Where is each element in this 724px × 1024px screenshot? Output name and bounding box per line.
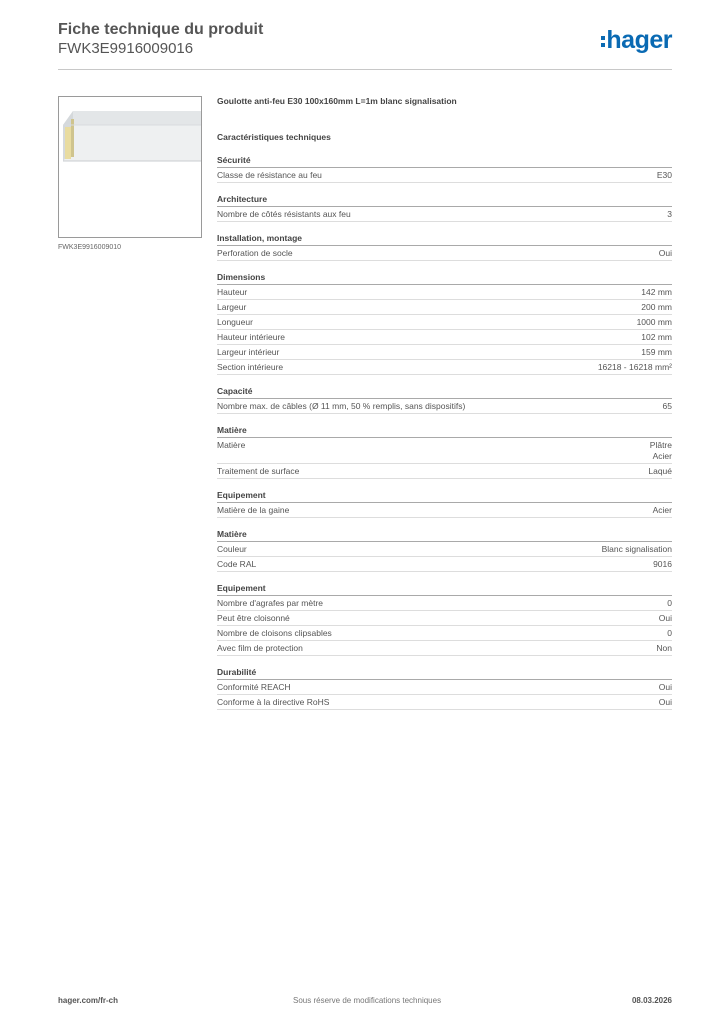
spec-value xyxy=(667,598,672,609)
spec-value xyxy=(659,613,672,624)
spec-value-line: 142 mm xyxy=(641,287,672,297)
spec-row xyxy=(217,438,672,464)
section-title: Dimensions xyxy=(217,271,672,285)
spec-section xyxy=(217,489,672,518)
spec-value-line: 65 xyxy=(662,401,672,411)
spec-label: Matière de la gaine xyxy=(217,505,290,515)
spec-value xyxy=(656,643,672,654)
spec-row xyxy=(217,168,672,183)
spec-value-line: Oui xyxy=(658,248,672,258)
spec-row xyxy=(217,399,672,414)
page-header xyxy=(58,20,672,70)
section-title: Sécurité xyxy=(217,154,672,168)
spec-row xyxy=(217,285,672,300)
characteristics-title: Caractéristiques techniques xyxy=(217,132,331,142)
image-caption: FWK3E9916009010 xyxy=(58,244,122,251)
spec-label: Nombre de côtés résistants aux feu xyxy=(217,209,351,219)
spec-section xyxy=(217,424,672,479)
spec-row xyxy=(217,596,672,611)
spec-value-line: Blanc signalisation xyxy=(601,544,672,554)
spec-value-line: Oui xyxy=(658,613,672,623)
spec-value xyxy=(637,317,672,328)
spec-value xyxy=(667,628,672,639)
logo-text: hager xyxy=(606,26,672,54)
spec-label: Nombre max. de câbles (Ø 11 mm, 50 % remplis, sans dispositifs) xyxy=(217,401,466,411)
spec-value xyxy=(663,401,672,412)
spec-label: Traitement de surface xyxy=(217,466,300,476)
spec-label: Perforation de socle xyxy=(217,248,293,258)
spec-label: Section intérieure xyxy=(217,362,284,372)
footer-disclaimer: Sous réserve de modifications techniques xyxy=(293,996,442,1005)
spec-section xyxy=(217,232,672,261)
spec-value-line: Laqué xyxy=(648,466,672,476)
spec-row xyxy=(217,246,672,261)
hager-logo[interactable] xyxy=(601,25,672,55)
spec-label: Hauteur intérieure xyxy=(217,332,286,342)
spec-value-line: Acier xyxy=(652,451,672,461)
spec-section xyxy=(217,582,672,656)
spec-row xyxy=(217,503,672,518)
section-title: Durabilité xyxy=(217,666,672,680)
spec-label: Matière xyxy=(217,440,246,450)
spec-section xyxy=(217,385,672,414)
spec-row xyxy=(217,542,672,557)
spec-value-line: 3 xyxy=(667,209,672,219)
spec-value-line: 102 mm xyxy=(641,332,672,342)
spec-section xyxy=(217,193,672,222)
spec-row xyxy=(217,207,672,222)
spec-value xyxy=(602,544,672,555)
page-title: Fiche technique du produit xyxy=(58,21,264,38)
spec-row xyxy=(217,345,672,360)
spec-row xyxy=(217,680,672,695)
spec-value xyxy=(641,347,672,358)
section-title: Matière xyxy=(217,424,672,438)
spec-label: Avec film de protection xyxy=(217,643,303,653)
spec-value-line: Non xyxy=(656,643,672,653)
spec-label: Conformité REACH xyxy=(217,682,291,692)
spec-value xyxy=(648,466,672,477)
spec-row xyxy=(217,611,672,626)
section-title: Architecture xyxy=(217,193,672,207)
product-name: Goulotte anti-feu E30 100x160mm L=1m blanc signalisation xyxy=(217,96,457,106)
spec-value-line: 9016 xyxy=(653,559,672,569)
spec-value-line: Oui xyxy=(658,682,672,692)
spec-label: Nombre de cloisons clipsables xyxy=(217,628,332,638)
spec-sections xyxy=(217,154,672,710)
spec-value-line: 0 xyxy=(667,598,672,608)
footer-website-link[interactable]: hager.com/fr-ch xyxy=(58,996,119,1005)
section-title: Matière xyxy=(217,528,672,542)
spec-value-line: 200 mm xyxy=(641,302,672,312)
product-image xyxy=(58,96,202,238)
spec-value xyxy=(667,209,672,220)
spec-row xyxy=(217,695,672,710)
spec-value xyxy=(650,440,672,462)
spec-value-line: 1000 mm xyxy=(636,317,672,327)
spec-value-line: E30 xyxy=(656,170,672,180)
spec-row xyxy=(217,464,672,479)
specifications xyxy=(217,94,672,720)
section-title: Equipement xyxy=(217,582,672,596)
header-divider xyxy=(58,69,672,70)
spec-row xyxy=(217,300,672,315)
spec-row xyxy=(217,626,672,641)
spec-value-line: 16218 - 16218 mm² xyxy=(597,362,672,372)
spec-row xyxy=(217,315,672,330)
spec-label: Hauteur xyxy=(217,287,248,297)
spec-value-line: 159 mm xyxy=(641,347,672,357)
section-title: Equipement xyxy=(217,489,672,503)
spec-label: Peut être cloisonné xyxy=(217,613,290,623)
section-title: Capacité xyxy=(217,385,672,399)
spec-section xyxy=(217,154,672,183)
spec-label: Nombre d'agrafes par mètre xyxy=(217,598,324,608)
spec-row xyxy=(217,641,672,656)
logo-dots-icon xyxy=(601,33,605,50)
spec-value-line: Plâtre xyxy=(649,440,672,450)
spec-value xyxy=(657,170,672,181)
spec-row xyxy=(217,330,672,345)
spec-label: Classe de résistance au feu xyxy=(217,170,322,180)
spec-row xyxy=(217,360,672,375)
product-reference: FWK3E9916009016 xyxy=(58,40,194,57)
spec-value xyxy=(659,248,672,259)
spec-label: Largeur xyxy=(217,302,247,312)
spec-value xyxy=(653,559,672,570)
spec-label: Conforme à la directive RoHS xyxy=(217,697,330,707)
section-title: Installation, montage xyxy=(217,232,672,246)
page-footer xyxy=(58,996,672,1010)
spec-value-line: 0 xyxy=(667,628,672,638)
spec-row xyxy=(217,557,672,572)
spec-label: Couleur xyxy=(217,544,247,554)
spec-value xyxy=(598,362,672,373)
spec-value xyxy=(653,505,672,516)
spec-label: Longueur xyxy=(217,317,253,327)
spec-value xyxy=(641,302,672,313)
spec-value xyxy=(659,682,672,693)
spec-value-line: Oui xyxy=(658,697,672,707)
spec-value xyxy=(659,697,672,708)
spec-label: Largeur intérieur xyxy=(217,347,280,357)
spec-section xyxy=(217,528,672,572)
spec-value xyxy=(641,287,672,298)
spec-section xyxy=(217,666,672,710)
footer-date: 08.03.2026 xyxy=(631,996,672,1005)
spec-section xyxy=(217,271,672,375)
spec-value xyxy=(641,332,672,343)
spec-label: Code RAL xyxy=(217,559,257,569)
spec-value-line: Acier xyxy=(652,505,672,515)
cable-duct-illustration xyxy=(59,97,201,237)
